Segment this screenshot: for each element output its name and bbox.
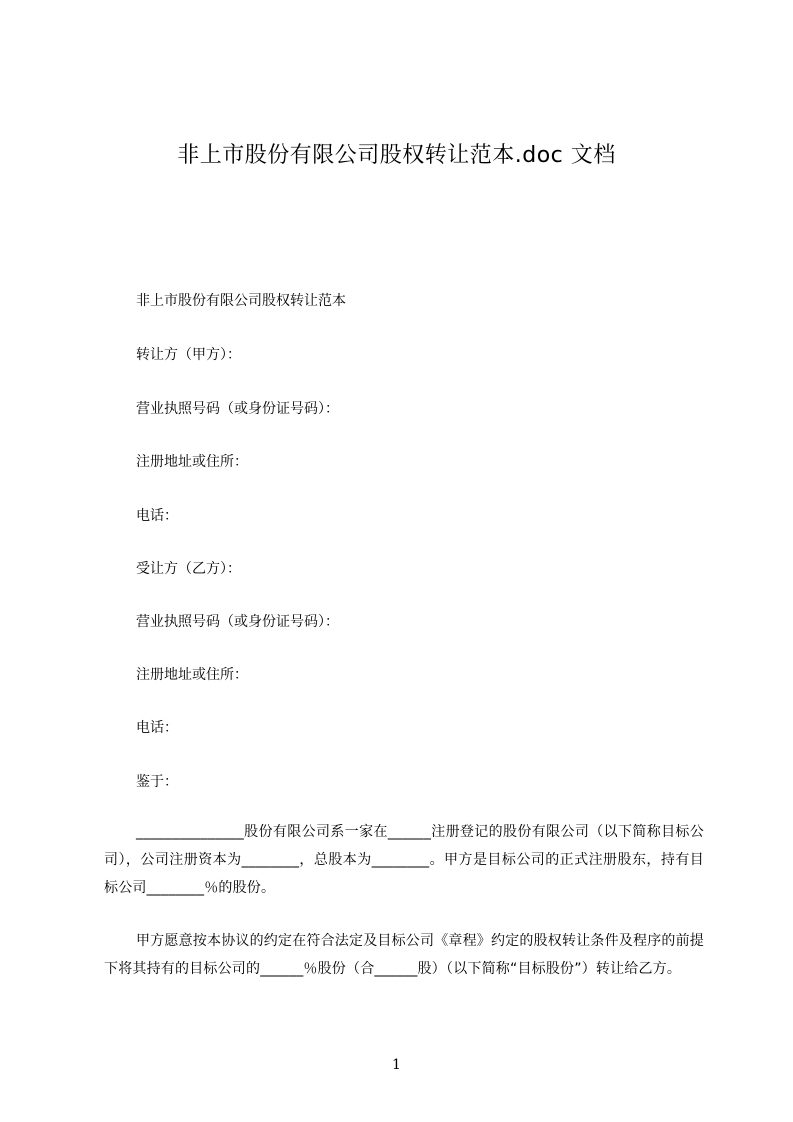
document-title: 非上市股份有限公司股权转让范本.doc 文档 [177,143,616,168]
heading-contract-name: 非上市股份有限公司股权转让范本 [136,293,346,309]
transferor-address-label: 注册地址或住所： [136,454,248,470]
transferor-phone-label: 电话： [136,508,178,524]
transferee-label: 受让方（乙方）： [136,561,241,577]
transferor-label: 转让方（甲方）： [136,347,241,363]
whereas-label: 鉴于： [136,774,178,790]
page-number: 1 [392,1057,401,1073]
transferee-address-label: 注册地址或住所： [136,667,248,683]
transferee-phone-label: 电话： [136,720,178,736]
paragraph-target-company: _______________股份有限公司系一家在______注册登记的股份有限公司（以下简称目标公司），公司注册资本为________，总股本为________。甲方是目标公司的正式注册股东，持有目标公司________％的股份。 [104,824,704,896]
transferor-license-label: 营业执照号码（或身份证号码）： [136,401,339,417]
transferee-license-label: 营业执照号码（或身份证号码）： [136,614,339,630]
paragraph-share-transfer: 甲方愿意按本协议的约定在符合法定及目标公司《章程》约定的股权转让条件及程序的前提下将其持有的目标公司的______％股份（合______股）（以下简称“目标股份”）转让给乙方。 [104,933,704,977]
